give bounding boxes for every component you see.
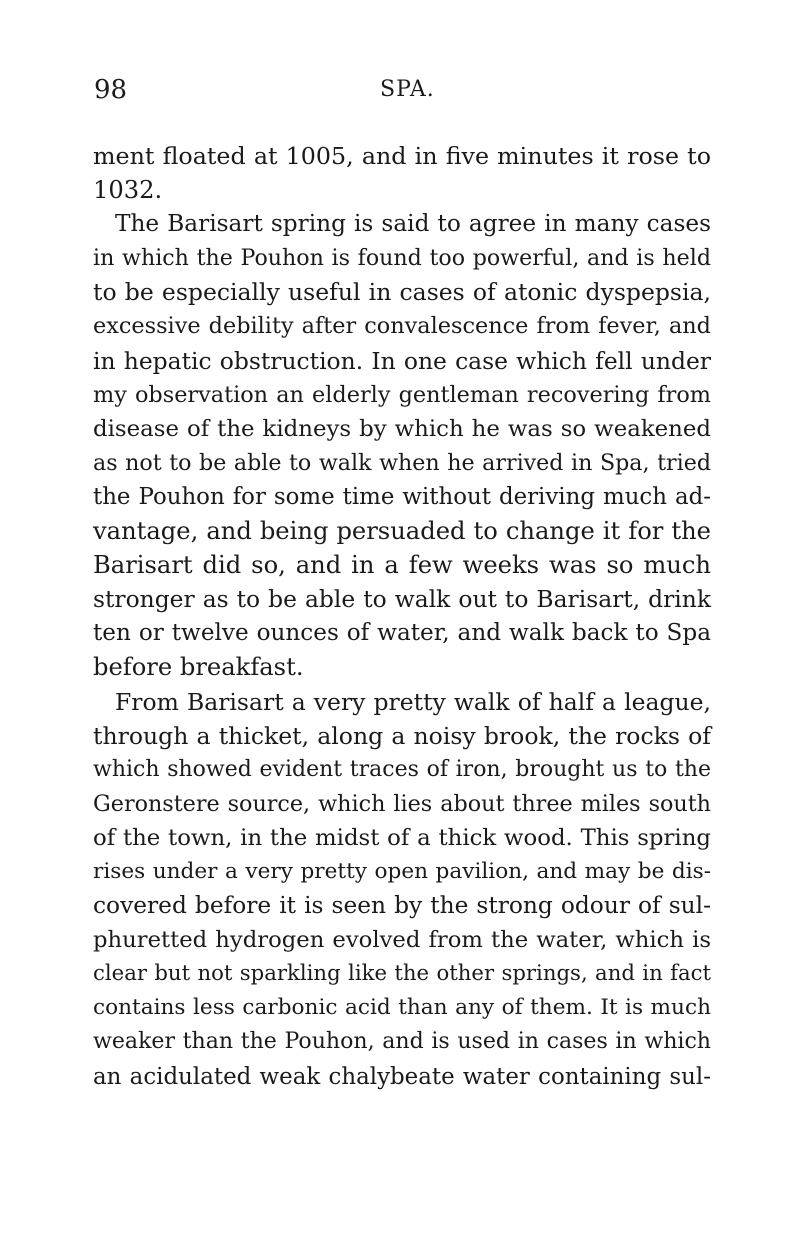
text-line: through a thicket, along a noisy brook, the rocks of <box>93 721 711 750</box>
text-line: rises under a very pretty open pavilion, and may be dis- <box>93 858 711 884</box>
text-line: an acidulated weak chalybeate water containing sul- <box>93 1063 711 1090</box>
text-line: before breakfast. <box>93 653 304 682</box>
page-header <box>94 74 714 106</box>
text-line: disease of the kidneys by which he was so weakened <box>93 415 711 442</box>
text-line: contains less carbonic acid than any of them. It is much <box>93 995 711 1021</box>
text-line: stronger as to be able to walk out to Barisart, drink <box>93 585 711 614</box>
text-line: which showed evident traces of iron, brought us to the <box>93 756 711 782</box>
text-line: The Barisart spring is said to agree in many cases <box>115 210 711 238</box>
page-number: 98 <box>94 75 128 105</box>
text-line: weaker than the Pouhon, and is used in cases in which <box>93 1029 711 1055</box>
text-line: the Pouhon for some time without deriving much ad- <box>93 483 711 510</box>
text-line: clear but not sparkling like the other springs, and in fact <box>93 961 711 987</box>
text-line: Geronstere source, which lies about three miles south <box>93 790 711 817</box>
text-line: in which the Pouhon is found too powerful, and is held <box>93 245 711 272</box>
text-line: my observation an elderly gentleman recovering from <box>93 381 711 408</box>
text-line: excessive debility after convalescence from fever, and <box>93 313 711 340</box>
text-line: as not to be able to walk when he arrived in Spa, tried <box>93 449 711 476</box>
text-line: phuretted hydrogen evolved from the water, which is <box>93 927 711 954</box>
text-line: in hepatic obstruction. In one case which fell under <box>93 346 711 375</box>
text-line: of the town, in the midst of a thick wood. This spring <box>93 824 711 851</box>
text-line: From Barisart a very pretty walk of half a league, <box>115 687 711 716</box>
text-line: ten or twelve ounces of water, and walk back to Spa <box>93 620 711 647</box>
text-line: ment floated at 1005, and in five minutes it rose to <box>93 142 711 170</box>
body-text <box>93 139 711 1094</box>
text-line: Barisart did so, and in a few weeks was so much <box>93 551 711 580</box>
text-line: vantage, and being persuaded to change it for the <box>93 517 711 546</box>
text-line: covered before it is seen by the strong odour of sul- <box>93 892 711 920</box>
text-line: 1032. <box>93 176 163 205</box>
running-head: SPA. <box>380 77 435 102</box>
text-line: to be especially useful in cases of atonic dyspepsia, <box>93 278 711 307</box>
